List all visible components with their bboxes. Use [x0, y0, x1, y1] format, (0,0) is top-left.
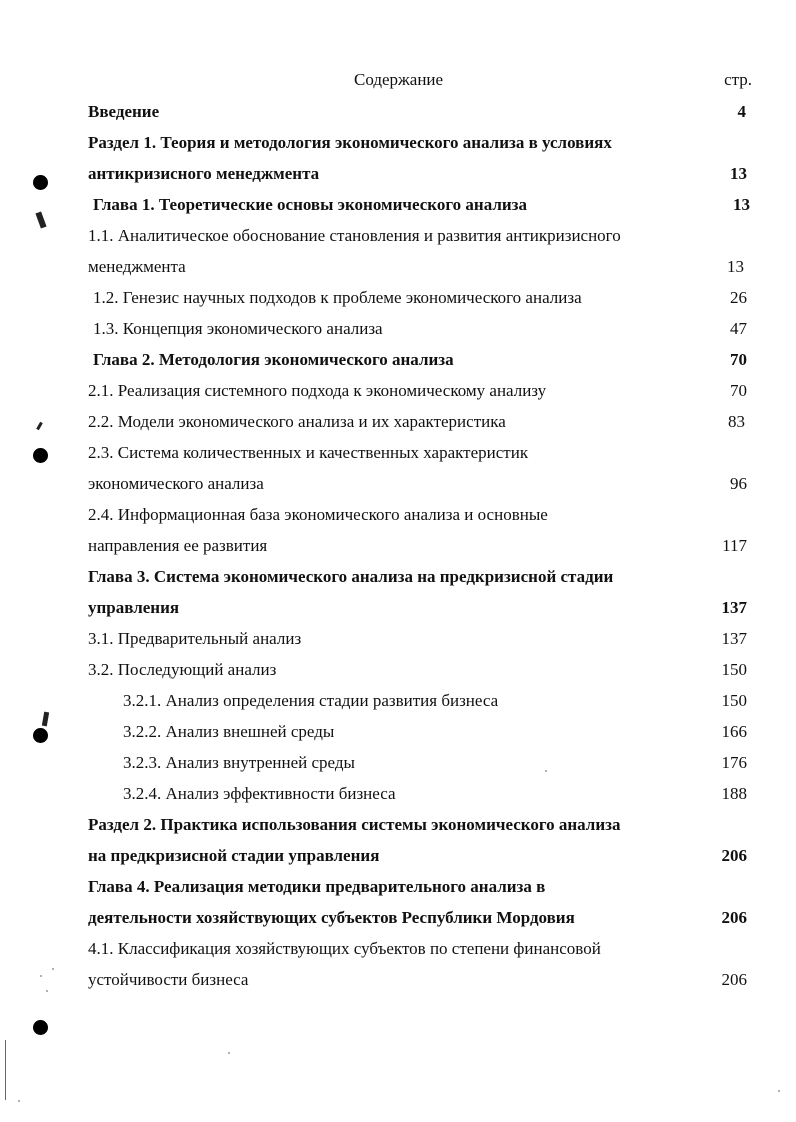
toc-entry-page: 70 [730, 381, 747, 400]
toc-entry-text: 3.2.2. Анализ внешней среды [123, 722, 335, 741]
toc-entry-page: 47 [730, 319, 747, 338]
scan-speck-icon [18, 1100, 20, 1102]
toc-entry-text: управления [88, 598, 180, 617]
toc-entry-page: 188 [721, 784, 747, 803]
toc-entry-4-1 [0, 933, 796, 964]
toc-entry-text: 3.2.3. Анализ внутренней среды [123, 753, 355, 772]
toc-entry-text: 3.2.4. Анализ эффективности бизнеса [123, 784, 396, 803]
toc-entry-chapter-3-cont [0, 592, 796, 623]
toc-entry-page: 150 [721, 660, 747, 679]
toc-entry-text: менеджмента [88, 257, 186, 276]
toc-entry-page: 83 [728, 412, 745, 431]
toc-entry-2-3 [0, 437, 796, 468]
toc-entry-section-1 [0, 127, 796, 158]
toc-entry-text: Введение [88, 102, 160, 121]
toc-entry-text: антикризисного менеджмента [88, 164, 320, 183]
scan-speck-icon [778, 1090, 780, 1092]
toc-entry-text: 1.1. Аналитическое обоснование становления и развития антикризисного [88, 226, 621, 245]
toc-entry-text: 2.1. Реализация системного подхода к экономическому анализу [88, 381, 547, 400]
toc-entry-section-2 [0, 809, 796, 840]
toc-entry-3-2-2 [0, 716, 796, 747]
page-column-label: стр. [724, 70, 752, 89]
toc-entry-2-1 [0, 375, 796, 406]
scan-speck-icon [40, 975, 42, 977]
toc-entry-page: 96 [730, 474, 747, 493]
toc-entry-3-2-3 [0, 747, 796, 778]
toc-entry-chapter-3 [0, 561, 796, 592]
toc-entry-text: направления ее развития [88, 536, 268, 555]
toc-entry-text: 1.3. Концепция экономического анализа [93, 319, 383, 338]
toc-entry-page: 13 [727, 257, 744, 276]
toc-entry-page: 117 [722, 536, 747, 555]
toc-entry-text: Глава 2. Методология экономического анализа [93, 350, 454, 369]
toc-entry-3-2-1 [0, 685, 796, 716]
toc-entry-introduction [0, 96, 796, 127]
toc-entry-2-4 [0, 499, 796, 530]
toc-entry-text: экономического анализа [88, 474, 264, 493]
binder-hole-icon [33, 728, 48, 743]
toc-entry-page: 166 [721, 722, 747, 741]
toc-entry-page: 206 [721, 908, 747, 927]
toc-entry-text: устойчивости бизнеса [88, 970, 249, 989]
toc-entry-page: 70 [730, 350, 747, 369]
toc-entry-page: 137 [721, 629, 747, 648]
toc-entry-page: 13 [730, 164, 747, 183]
toc-entry-page: 206 [721, 846, 747, 865]
binder-hole-icon [33, 175, 48, 190]
toc-entry-page: 206 [721, 970, 747, 989]
toc-entry-text: 2.3. Система количественных и качественных характеристик [88, 443, 529, 462]
scan-speck-icon [228, 1052, 230, 1054]
toc-entry-3-2 [0, 654, 796, 685]
toc-entry-1-1 [0, 220, 796, 251]
toc-entry-2-2 [0, 406, 796, 437]
toc-entry-text: 2.2. Модели экономического анализа и их характеристика [88, 412, 506, 431]
toc-entry-chapter-4-cont [0, 902, 796, 933]
toc-entry-text: Глава 1. Теоретические основы экономического анализа [93, 195, 528, 214]
toc-entry-text: на предкризисной стадии управления [88, 846, 380, 865]
binder-hole-icon [33, 1020, 48, 1035]
binder-hole-icon [33, 448, 48, 463]
toc-entry-text: 1.2. Генезис научных подходов к проблеме экономического анализа [93, 288, 582, 307]
toc-entry-3-1 [0, 623, 796, 654]
toc-entry-3-2-4 [0, 778, 796, 809]
toc-entry-page: 150 [721, 691, 747, 710]
toc-entry-section-2-cont [0, 840, 796, 871]
toc-entry-chapter-4 [0, 871, 796, 902]
toc-entry-text: 3.2.1. Анализ определения стадии развития бизнеса [123, 691, 499, 710]
page-title: Содержание [354, 70, 444, 89]
toc-entry-page: 176 [721, 753, 747, 772]
toc-entry-text: 4.1. Классификация хозяйствующих субъектов по степени финансовой [88, 939, 601, 958]
toc-entry-text: 2.4. Информационная база экономического анализа и основные [88, 505, 548, 524]
toc-entry-text: Глава 3. Система экономического анализа на предкризисной стадии [88, 567, 614, 586]
toc-entry-text: деятельности хозяйствующих субъектов Республики Мордовия [88, 908, 575, 927]
scan-speck-icon [46, 990, 48, 992]
toc-entry-4-1-cont [0, 964, 796, 995]
toc-entry-chapter-2 [0, 344, 796, 375]
scan-speck-icon [52, 968, 54, 970]
toc-entry-text: Раздел 1. Теория и методология экономического анализа в условиях [88, 133, 612, 152]
toc-entry-text: 3.2. Последующий анализ [88, 660, 277, 679]
scan-edge-line-icon [5, 1040, 6, 1100]
toc-entry-page: 137 [721, 598, 747, 617]
scan-speck-icon [545, 770, 547, 772]
toc-entry-chapter-1 [0, 189, 796, 220]
toc-entry-text: Раздел 2. Практика использования системы экономического анализа [88, 815, 621, 834]
toc-entry-1-3 [0, 313, 796, 344]
toc-entry-text: 3.1. Предварительный анализ [88, 629, 302, 648]
toc-entry-section-1-cont [0, 158, 796, 189]
toc-entry-page: 13 [733, 195, 750, 214]
toc-entry-2-4-cont [0, 530, 796, 561]
toc-entry-page: 26 [730, 288, 747, 307]
toc-entry-2-3-cont [0, 468, 796, 499]
toc-entry-text: Глава 4. Реализация методики предварительного анализа в [88, 877, 546, 896]
toc-entry-page: 4 [737, 102, 746, 121]
toc-entry-1-1-cont [0, 251, 796, 282]
toc-entry-1-2 [0, 282, 796, 313]
